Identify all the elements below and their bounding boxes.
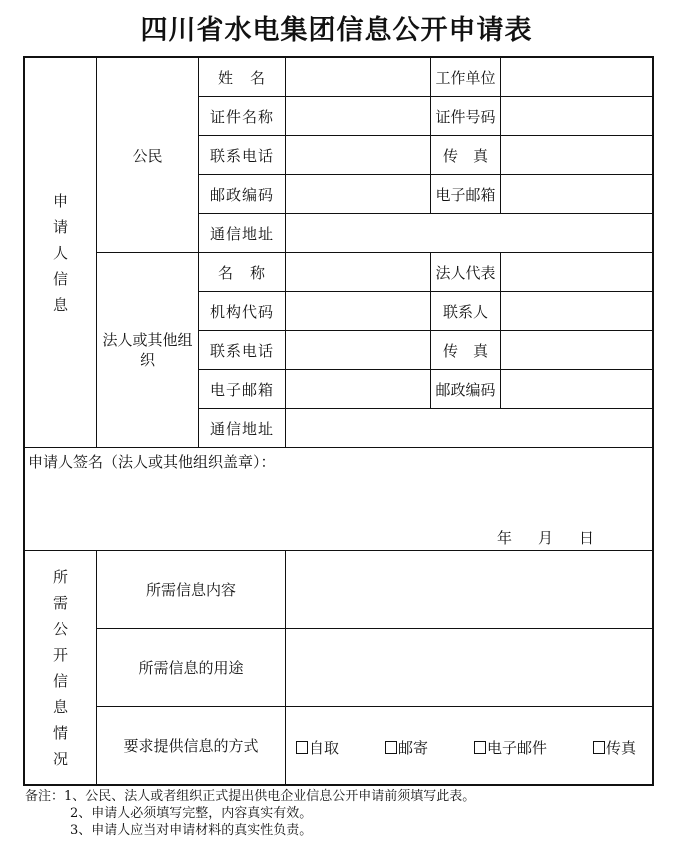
requested-content-field[interactable] [286, 551, 653, 629]
org-phone-field[interactable] [286, 331, 431, 370]
org-postcode-field[interactable] [501, 370, 653, 409]
checkbox-icon [474, 741, 486, 754]
citizen-email-field[interactable] [501, 175, 653, 214]
method-pickup-option[interactable]: 自取 [296, 737, 339, 758]
note-item-3: 3、申请人应当对申请材料的真实性负责。 [70, 823, 313, 838]
citizen-id-type-field[interactable] [286, 97, 431, 136]
org-legal-rep-field[interactable] [501, 253, 653, 292]
org-code-field[interactable] [286, 292, 431, 331]
citizen-id-number-field[interactable] [501, 97, 653, 136]
org-name-label: 名 称 [199, 253, 286, 292]
signature-label: 申请人签名（法人或其他组织盖章）： [28, 453, 276, 471]
date-year-label: 年 [496, 529, 512, 547]
date-month-label: 月 [537, 529, 553, 547]
method-mail-option[interactable]: 邮寄 [385, 737, 428, 758]
delivery-method-label: 要求提供信息的方式 [97, 707, 286, 785]
checkbox-icon [385, 741, 397, 754]
date-day-label: 日 [578, 529, 594, 547]
citizen-group-label: 公民 [97, 58, 199, 253]
signature-date [497, 527, 594, 548]
org-email-field[interactable] [286, 370, 431, 409]
method-fax-option[interactable]: 传真 [593, 737, 636, 758]
note-item-2: 2、申请人必须填写完整，内容真实有效。 [70, 806, 313, 821]
citizen-id-number-label: 证件号码 [431, 97, 501, 136]
citizen-address-label: 通信地址 [199, 214, 286, 253]
page-title: 四川省水电集团信息公开申请表 [140, 15, 533, 46]
note-item-1: 备注：1、公民、法人或者组织正式提出供电企业信息公开申请前须填写此表。 [25, 789, 476, 804]
org-group-label: 法人或其他组织 [97, 253, 199, 448]
citizen-email-label: 电子邮箱 [431, 175, 501, 214]
checkbox-icon [593, 741, 605, 754]
citizen-name-label: 姓 名 [199, 58, 286, 97]
citizen-postcode-label: 邮政编码 [199, 175, 286, 214]
application-form-table [24, 57, 653, 785]
org-email-label: 电子邮箱 [199, 370, 286, 409]
org-contact-label: 联系人 [431, 292, 501, 331]
org-address-field[interactable] [286, 409, 653, 448]
citizen-fax-label: 传 真 [431, 136, 501, 175]
org-fax-field[interactable] [501, 331, 653, 370]
citizen-employer-label: 工作单位 [431, 58, 501, 97]
citizen-name-field[interactable] [286, 58, 431, 97]
citizen-address-field[interactable] [286, 214, 653, 253]
request-info-section-label: 所 需 公 开 信 息 情 况 [25, 551, 97, 785]
org-postcode-label: 邮政编码 [431, 370, 501, 409]
method-email-option[interactable]: 电子邮件 [474, 737, 547, 758]
citizen-fax-field[interactable] [501, 136, 653, 175]
applicant-info-section-label: 申 请 人 信 息 [25, 58, 97, 448]
citizen-phone-label: 联系电话 [199, 136, 286, 175]
org-address-label: 通信地址 [199, 409, 286, 448]
citizen-phone-field[interactable] [286, 136, 431, 175]
requested-content-label: 所需信息内容 [97, 551, 286, 629]
citizen-employer-field[interactable] [501, 58, 653, 97]
citizen-postcode-field[interactable] [286, 175, 431, 214]
notes [25, 788, 475, 839]
requested-purpose-label: 所需信息的用途 [97, 629, 286, 707]
checkbox-icon [296, 741, 308, 754]
requested-purpose-field[interactable] [286, 629, 653, 707]
org-name-field[interactable] [286, 253, 431, 292]
org-phone-label: 联系电话 [199, 331, 286, 370]
citizen-id-type-label: 证件名称 [199, 97, 286, 136]
org-code-label: 机构代码 [199, 292, 286, 331]
signature-area[interactable] [25, 448, 653, 551]
org-contact-field[interactable] [501, 292, 653, 331]
org-legal-rep-label: 法人代表 [431, 253, 501, 292]
delivery-method-options [286, 707, 653, 785]
org-fax-label: 传 真 [431, 331, 501, 370]
